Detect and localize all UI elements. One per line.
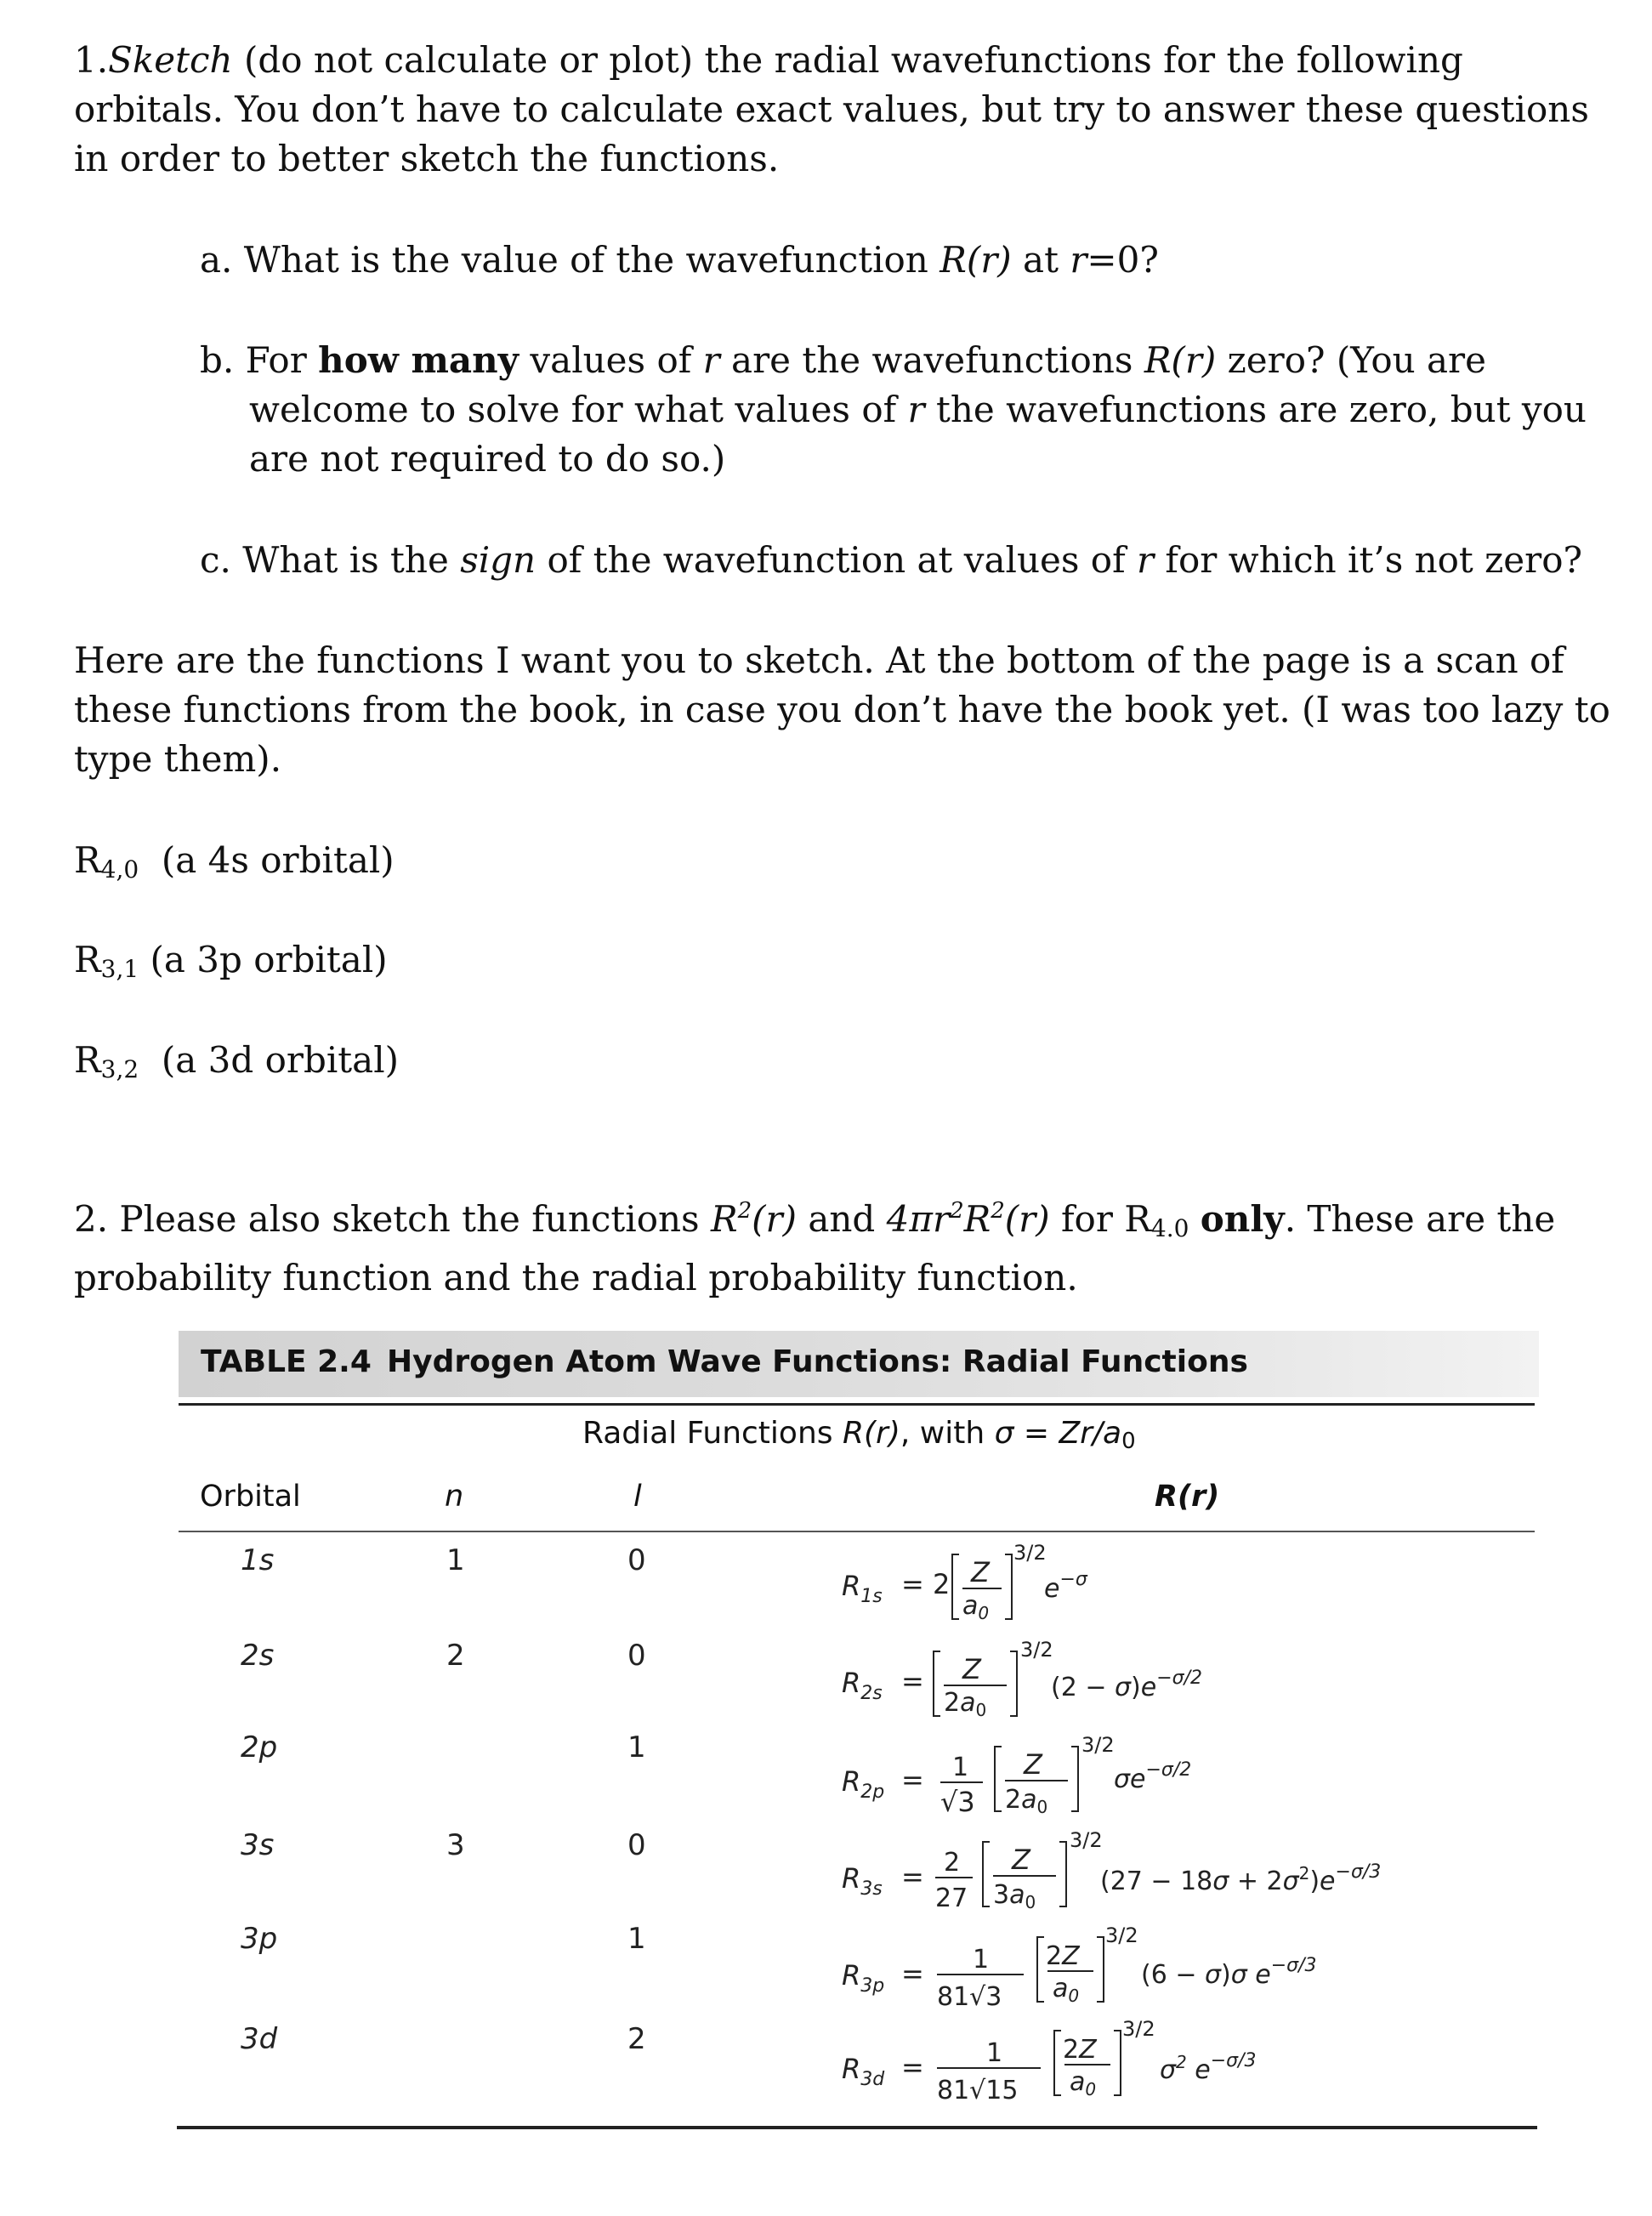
svg-text:2: 2	[944, 1848, 961, 1878]
orbital-label: (a 4s orbital)	[161, 839, 395, 881]
formula-r3s-svg	[816, 1820, 1462, 1922]
orbital-3d	[74, 1036, 924, 1094]
svg-text:a0: $a_0$	[1070, 2067, 1097, 2100]
header-orbital: Orbital	[200, 1480, 301, 1514]
q2-bold: only	[1200, 1198, 1285, 1240]
formula-r2p	[816, 1726, 1462, 1828]
q1b-var-2: r	[907, 389, 925, 430]
q1a-eq: =0?	[1087, 239, 1159, 281]
svg-text:2Z: 2Z	[1063, 2035, 1097, 2065]
svg-text:a0: $a_0$	[1053, 1974, 1080, 2006]
table-title: Hydrogen Atom Wave Functions: Radial Functions	[387, 1344, 1248, 1379]
intro-paragraph: Here are the functions I want you to sketch. At the bottom of the page is a scan of these functions from the book, in case you don’t have the book yet. (I was too lazy to type them).	[74, 639, 1610, 780]
question-number: 1.	[74, 39, 109, 81]
q1c-italic: sign	[460, 539, 536, 581]
table-title-bar	[179, 1331, 1539, 1397]
table-label: TABLE 2.4	[201, 1344, 372, 1379]
svg-text:3/2: 3/2	[1122, 2017, 1155, 2041]
question-2	[74, 1186, 1621, 1303]
q1b-func: R(r)	[1144, 339, 1217, 381]
svg-text:R1s: $R_{1s}$	[842, 1570, 883, 1607]
q1b-text-2: values of	[519, 339, 703, 381]
caption-mid: , with	[900, 1416, 995, 1451]
formula-r2s-svg	[816, 1634, 1462, 1736]
svg-text:Z: Z	[1024, 1748, 1042, 1781]
row-2s-orbital: 2s	[241, 1639, 275, 1673]
question-1c	[200, 536, 1603, 585]
q2-f2-sup: 2	[950, 1198, 964, 1224]
row-1s-orbital: 1s	[241, 1543, 275, 1577]
q1a-text-2: at	[1011, 239, 1070, 281]
svg-text:(27 − 18σ + 2σ2)e−σ/3: $(27 - 18\sigma + 2\sigma^2)e^{-\sigma/3}$	[1100, 1861, 1382, 1896]
row-3p-orbital: 3p	[241, 1922, 278, 1956]
svg-text:=: =	[901, 2051, 924, 2083]
header-R: R(r)	[1155, 1480, 1220, 1514]
svg-text:σ2 e−σ/3: $\sigma^2$ $e^{-\sigma/3}$	[1160, 2050, 1257, 2085]
formula-r3d	[816, 2014, 1462, 2116]
formula-r3s	[816, 1820, 1462, 1922]
svg-text:Z: Z	[1012, 1844, 1030, 1876]
row-3s-orbital: 3s	[241, 1828, 275, 1862]
q1b-text-5: the wavefunctions are zero, but you are not required to do so.)	[249, 389, 1587, 480]
caption-sub: 0	[1121, 1429, 1136, 1454]
header-n: n	[445, 1480, 464, 1514]
formula-r2s	[816, 1634, 1462, 1736]
question-text: (do not calculate or plot) the radial wavefunctions for the following orbitals. You don’t have to calculate exact values, but try to answer these questions in order to better sketch the functions.	[74, 39, 1589, 179]
caption-sigma: σ = Zr/a	[994, 1416, 1122, 1451]
q1a-text: a. What is the value of the wavefunction	[200, 239, 940, 281]
svg-text:σe−σ/2: $\sigma e^{-\sigma/2}$	[1114, 1759, 1192, 1794]
question-lead: Sketch	[108, 39, 233, 81]
q2-R-sub: 4.0	[1150, 1214, 1189, 1242]
caption-text: Radial Functions	[582, 1416, 843, 1451]
formula-r1s-svg	[816, 1537, 1462, 1639]
svg-text:R3s: $R_{3s}$	[842, 1862, 883, 1900]
row-3s-n: 3	[446, 1828, 465, 1862]
orbital-R: R	[74, 839, 101, 881]
svg-text:R2s: $R_{2s}$	[842, 1667, 883, 1704]
svg-text:3a0: $3a_0$	[993, 1880, 1036, 1912]
svg-text:(2 − σ)e−σ/2: $(2 - \sigma)e^{-\sigma/2}$	[1051, 1668, 1202, 1702]
q1c-text-3: for which it’s not zero?	[1154, 539, 1583, 581]
svg-text:Z: Z	[971, 1556, 990, 1588]
table-bottom-rule	[177, 2126, 1537, 2129]
q1c-text: c. What is the	[200, 539, 461, 581]
svg-text:=: =	[901, 1764, 924, 1796]
row-3s-l: 0	[627, 1828, 646, 1862]
question-1b	[200, 336, 1652, 484]
svg-text:3/2: 3/2	[1020, 1638, 1053, 1662]
row-3p-l: 1	[627, 1922, 646, 1956]
svg-text:= 2: = 2	[901, 1568, 951, 1600]
svg-text:R3p: $R_{3p}$	[842, 1959, 885, 1997]
svg-text:3/2: 3/2	[1013, 1541, 1047, 1565]
svg-text:3/2: 3/2	[1081, 1733, 1115, 1757]
table-header-rule	[179, 1531, 1535, 1532]
q2-f1-post: (r)	[752, 1198, 797, 1240]
q2-text-2: . These are the probability function and the radial probability function.	[74, 1198, 1556, 1298]
q1b-text-4: zero? (You are welcome to solve for what values of	[249, 339, 1486, 430]
q1b-bold: how many	[318, 339, 519, 381]
header-l: l	[633, 1480, 642, 1514]
q1b-text-3: are the wavefunctions	[719, 339, 1144, 381]
svg-text:27: 27	[935, 1884, 968, 1913]
row-3d-l: 2	[627, 2022, 646, 2056]
svg-text:e−σ: $e^{-\sigma}$	[1044, 1569, 1087, 1604]
q1b-text: b. For	[200, 339, 319, 381]
formula-r3p-svg	[816, 1920, 1462, 2022]
q2-and: and	[796, 1198, 887, 1240]
formula-r1s	[816, 1537, 1462, 1639]
q1c-text-2: of the wavefunction at values of	[536, 539, 1137, 581]
row-3d-orbital: 3d	[241, 2022, 278, 2056]
svg-text:a0: $a_0$	[962, 1591, 990, 1623]
orbital-label: (a 3d orbital)	[161, 1039, 400, 1081]
svg-text:1: 1	[986, 2038, 1003, 2068]
row-2p-l: 1	[627, 1730, 646, 1764]
caption-R: R(r)	[842, 1416, 900, 1451]
formula-r2p-svg	[816, 1726, 1462, 1828]
orbital-R: R	[74, 1039, 101, 1081]
question-1a	[200, 236, 1603, 285]
svg-text:2a0: $2a_0$	[1005, 1785, 1048, 1817]
svg-text:1: 1	[973, 1945, 990, 1975]
formula-r3p	[816, 1920, 1462, 2022]
orbital-label: (a 3p orbital)	[150, 939, 388, 980]
q2-f1-sup: 2	[737, 1198, 752, 1224]
question-1	[74, 36, 1604, 184]
row-2s-l: 0	[627, 1639, 646, 1673]
q1b-var: r	[702, 339, 720, 381]
q2-R: R	[1124, 1198, 1151, 1240]
orbital-3p	[74, 935, 924, 994]
svg-text:=: =	[901, 1957, 924, 1990]
svg-text:3/2: 3/2	[1105, 1923, 1138, 1947]
svg-text:2Z: 2Z	[1046, 1941, 1080, 1971]
svg-text:R2p: $R_{2p}$	[842, 1765, 885, 1803]
orbital-sub: 4,0	[100, 855, 139, 884]
svg-text:1: 1	[952, 1753, 969, 1782]
row-1s-n: 1	[446, 1543, 465, 1577]
q1c-var: r	[1136, 539, 1155, 581]
svg-text:81√3: 81√3	[937, 1982, 1002, 2012]
q2-f2-sup2: 2	[991, 1198, 1005, 1224]
orbital-R: R	[74, 939, 101, 980]
row-2s-n: 2	[446, 1639, 465, 1673]
q1a-var: r	[1070, 239, 1087, 281]
q2-f2: 4πr	[886, 1198, 951, 1240]
orbital-sub: 3,2	[100, 1055, 139, 1083]
svg-text:R3d: $R_{3d}$	[842, 2053, 885, 2090]
orbital-4s	[74, 836, 924, 895]
svg-text:√3: √3	[940, 1786, 975, 1818]
svg-text:81√15: 81√15	[937, 2076, 1019, 2105]
q2-f2-mid: R	[963, 1198, 991, 1240]
svg-text:(6 − σ)σ e−σ/3: (6 − σ)σ $e^{-\sigma/3}$	[1141, 1955, 1317, 1990]
orbital-sub: 3,1	[100, 955, 139, 983]
svg-text:3/2: 3/2	[1070, 1828, 1103, 1852]
q2-for: for	[1049, 1198, 1125, 1240]
svg-text:=: =	[901, 1861, 924, 1893]
table-top-rule	[179, 1403, 1535, 1406]
svg-text:Z: Z	[962, 1653, 981, 1685]
q1a-func: R(r)	[940, 239, 1012, 281]
q2-f1: R	[710, 1198, 738, 1240]
svg-text:2a0: $2a_0$	[944, 1688, 987, 1720]
row-2p-orbital: 2p	[241, 1730, 278, 1764]
table-caption	[582, 1416, 1136, 1454]
svg-text:=: =	[901, 1665, 924, 1697]
row-1s-l: 0	[627, 1543, 646, 1577]
formula-r3d-svg	[816, 2014, 1462, 2116]
q2-text: 2. Please also sketch the functions	[74, 1198, 711, 1240]
q2-f2-post: (r)	[1004, 1198, 1050, 1240]
